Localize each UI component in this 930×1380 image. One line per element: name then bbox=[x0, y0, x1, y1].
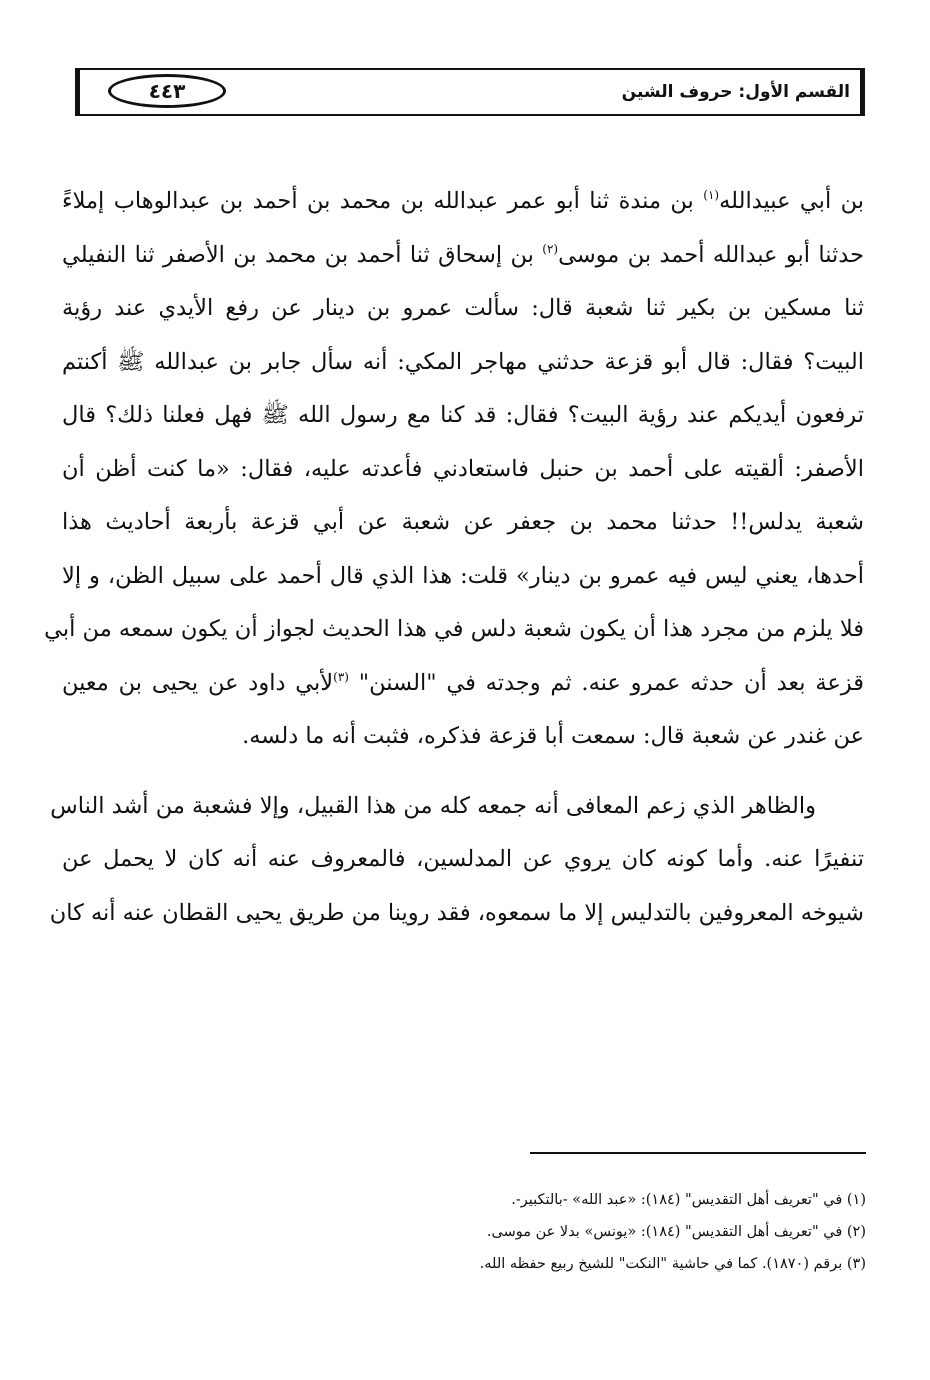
running-header bbox=[75, 68, 865, 116]
text-line-13: تنفيرًا عنه. وأما كونه كان يروي عن المدلسين، فالمعروف عنه أنه كان لا يحمل عن bbox=[62, 846, 864, 872]
text-line-12: والظاهر الذي زعم المعافى أنه جمعه كله من هذا القبيل، وإلا فشعبة من أشد الناس bbox=[50, 792, 816, 819]
footnote-3: (٣) برقم (١٨٧٠). كما في حاشية "النكت" للشيخ ربيع حفظه الله. bbox=[479, 1256, 866, 1272]
text-line-2: حدثنا أبو عبدالله أحمد بن موسى$^{(٢)}$ بن إسحاق ثنا أحمد بن محمد بن الأصفر ثنا النفيلي bbox=[62, 241, 864, 268]
text-line-14: شيوخه المعروفين بالتدليس إلا ما سمعوه، فقد روينا من طريق يحيى القطان عنه أنه كان bbox=[49, 899, 864, 926]
text-line-10: قزعة بعد أن حدثه عمرو عنه. ثم وجدته في "السنن" $^{(٣)}$لأبي داود عن يحيى بن معين bbox=[62, 669, 864, 696]
page-number: ٤٤٣ bbox=[108, 74, 226, 108]
text-line-4: البيت؟ فقال: قال أبو قزعة حدثني مهاجر المكي: أنه سأل جابر بن عبدالله ﷺ أكنتم bbox=[62, 348, 864, 375]
text-line-7: شعبة يدلس!! حدثنا محمد بن جعفر عن شعبة عن أبي قزعة بأربعة أحاديث هذا bbox=[62, 509, 864, 535]
header-title: القسم الأول: حروف الشين bbox=[621, 82, 850, 102]
text-line-3: ثنا مسكين بن بكير ثنا شعبة قال: سألت عمرو بن دينار عن رفع الأيدي عند رؤية bbox=[62, 295, 864, 321]
footnote-2: (٢) في "تعريف أهل التقديس" (١٨٤): «يونس» بدلا عن موسى. bbox=[486, 1224, 866, 1240]
footnote-ref-2: (٢) bbox=[542, 241, 559, 256]
main-text bbox=[44, 175, 864, 940]
footnote-ref-3: (٣) bbox=[333, 669, 349, 684]
text-line-9: فلا يلزم من مجرد هذا أن يكون شعبة دلس في هذا الحديث لجواز أن يكون سمعه من أبي bbox=[44, 616, 864, 642]
text-line-11: عن غندر عن شعبة قال: سمعت أبا قزعة فذكره، فثبت أنه ما دلسه. bbox=[242, 723, 864, 749]
text-line-5: ترفعون أيديكم عند رؤية البيت؟ فقال: قد كنا مع رسول الله ﷺ فهل فعلنا ذلك؟ قال bbox=[62, 402, 864, 428]
text-line-8: أحدها، يعني ليس فيه عمرو بن دينار» قلت: هذا الذي قال أحمد على سبيل الظن، و إلا bbox=[62, 562, 864, 589]
text-line-6: الأصفر: ألقيته على أحمد بن حنبل فاستعادني فأعدته عليه، فقال: «ما كنت أظن أن bbox=[62, 455, 864, 482]
footnote-ref-1: (١) bbox=[703, 188, 720, 202]
footnote-1: (١) في "تعريف أهل التقديس" (١٨٤): «عبد الله» -بالتكبير-. bbox=[511, 1192, 866, 1208]
text-line-1: بن أبي عبيدالله$^{(١)}$ بن مندة ثنا أبو عمر عبدالله بن محمد بن أحمد بن عبدالوهاب إملاءً bbox=[62, 188, 864, 214]
footnote-separator bbox=[530, 1152, 866, 1154]
footnotes bbox=[300, 1184, 866, 1280]
